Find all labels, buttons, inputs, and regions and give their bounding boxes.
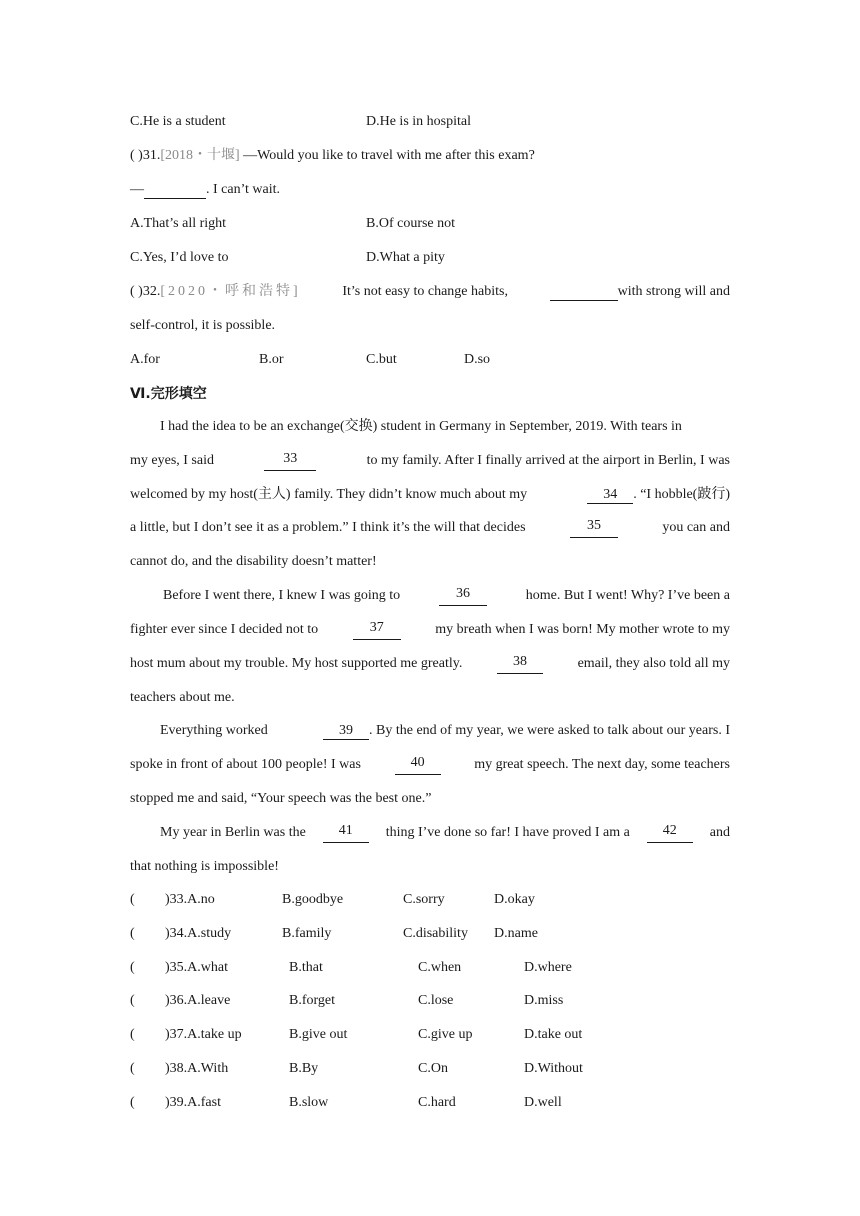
passage-line: spoke in front of about 100 people! I was 40 my great speech. The next day, some teachers xyxy=(130,755,730,775)
q32-source: [2020・呼和浩特] xyxy=(160,284,301,299)
blank-39: 39 xyxy=(323,723,369,740)
q31-source: [2018・十堰] xyxy=(160,148,240,163)
passage-line: cannot do, and the disability doesn’t matter! xyxy=(130,554,377,569)
q31-reply: — . I can’t wait. xyxy=(130,182,280,197)
blank-37: 37 xyxy=(353,620,401,640)
q31-option-b: B.Of course not xyxy=(366,216,456,231)
section-heading: Ⅵ.完形填空 xyxy=(130,386,207,402)
answer-paren[interactable]: ( xyxy=(130,993,135,1008)
passage-line: welcomed by my host(主人) family. They didn’t know much about my 34 . “I hobble(跛行) xyxy=(130,487,730,502)
answer-paren[interactable]: ( xyxy=(130,960,135,975)
passage-line: teachers about me. xyxy=(130,690,235,705)
blank-42: 42 xyxy=(647,823,693,843)
answer-paren[interactable]: ( xyxy=(130,892,135,907)
q31-blank xyxy=(144,182,206,199)
blank-33: 33 xyxy=(264,451,316,471)
blank-38: 38 xyxy=(497,654,543,674)
q32-option-a: A.for xyxy=(130,352,160,367)
q30-option-c: C.He is a student xyxy=(130,114,226,129)
blank-35: 35 xyxy=(570,518,618,538)
q31-answer-paren[interactable]: ( )31. xyxy=(130,148,161,163)
q31-stem: ( )31.[2018・十堰] —Would you like to travel with me after this exam? xyxy=(130,148,535,163)
blank-41: 41 xyxy=(323,823,369,843)
blank-34: 34 xyxy=(587,487,633,504)
q31-option-c: C.Yes, I’d love to xyxy=(130,250,229,265)
q30-option-d: D.He is in hospital xyxy=(366,114,471,129)
q32-stem: ( )32.[2020・呼和浩特] It’s not easy to change habits, with strong will and xyxy=(130,284,730,299)
passage-line: Before I went there, I knew I was going to 36 home. But I went! Why? I’ve been a xyxy=(163,586,730,606)
q32-option-b: B.or xyxy=(259,352,284,367)
q32-blank xyxy=(550,284,618,301)
passage-line: my eyes, I said 33 to my family. After I finally arrived at the airport in Berlin, I was xyxy=(130,451,730,471)
q32-stem-line2: self-control, it is possible. xyxy=(130,318,276,333)
q32-option-d: D.so xyxy=(464,352,491,367)
answer-paren[interactable]: ( xyxy=(130,1061,135,1076)
answer-paren[interactable]: ( xyxy=(130,1095,135,1110)
passage-line: I had the idea to be an exchange(交换) student in Germany in September, 2019. With tears in xyxy=(160,419,682,434)
passage-line: fighter ever since I decided not to 37 my breath when I was born! My mother wrote to my xyxy=(130,620,730,640)
passage-line: host mum about my trouble. My host supported me greatly. 38 email, they also told all my xyxy=(130,654,730,674)
blank-40: 40 xyxy=(395,755,441,775)
answer-paren[interactable]: ( xyxy=(130,926,135,941)
passage-line: Everything worked 39 . By the end of my year, we were asked to talk about our years. I xyxy=(160,723,730,738)
q31-option-d: D.What a pity xyxy=(366,250,445,265)
blank-36: 36 xyxy=(439,586,487,606)
passage-line: stopped me and said, “Your speech was the best one.” xyxy=(130,791,432,806)
passage-line: My year in Berlin was the 41 thing I’ve done so far! I have proved I am a 42 and xyxy=(160,823,730,843)
passage-line: that nothing is impossible! xyxy=(130,859,279,874)
passage-line: a little, but I don’t see it as a problem.” I think it’s the will that decides 35 you can and xyxy=(130,518,730,538)
answer-paren[interactable]: ( xyxy=(130,1027,135,1042)
q31-option-a: A.That’s all right xyxy=(130,216,227,231)
q32-option-c: C.but xyxy=(366,352,397,367)
q32-answer-paren[interactable]: ( )32. xyxy=(130,284,161,299)
